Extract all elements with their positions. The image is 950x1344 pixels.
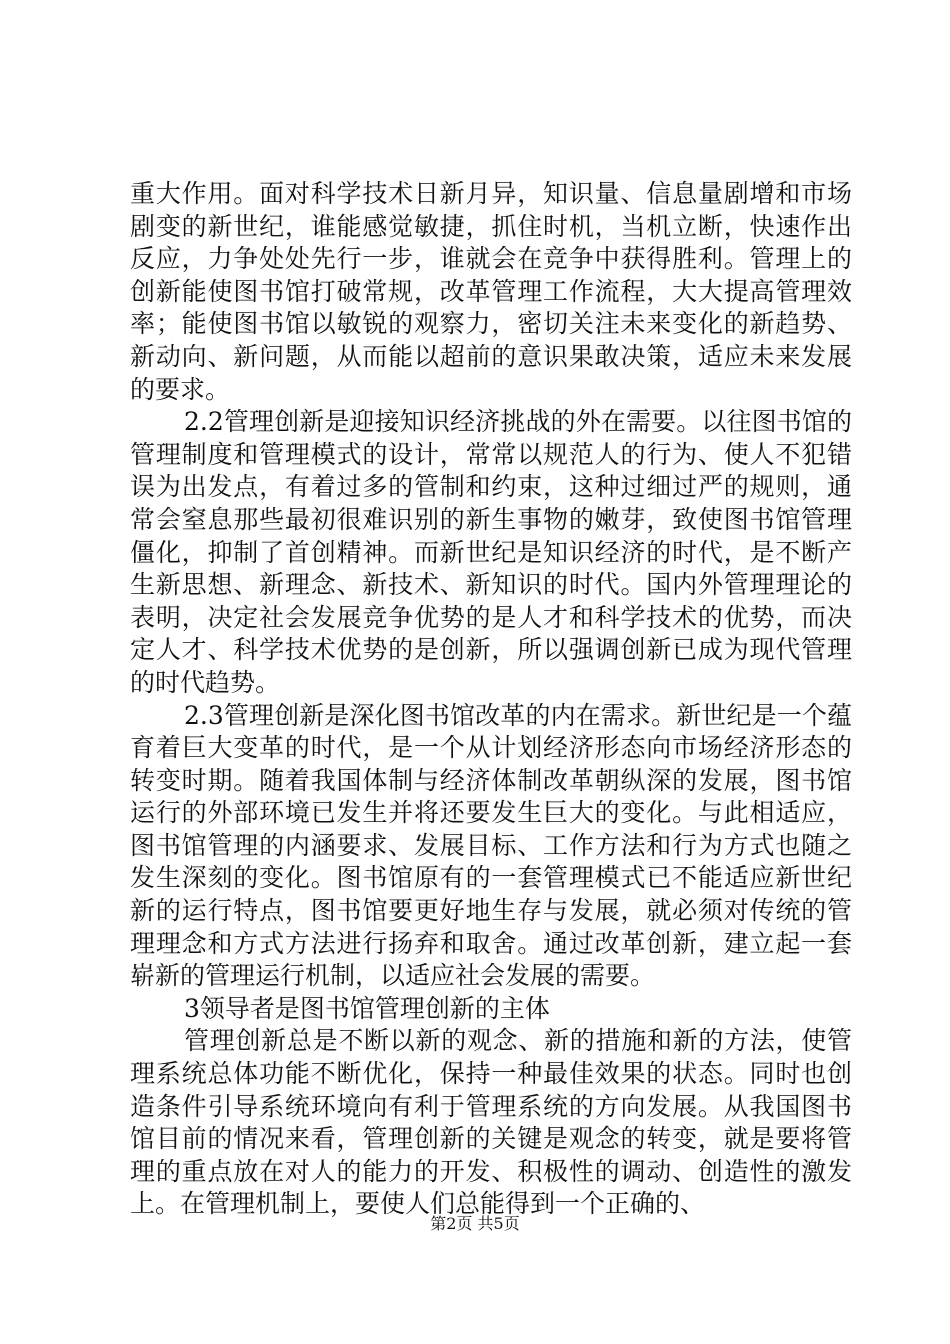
paragraph-section-3: 管理创新总是不断以新的观念、新的措施和新的方法，使管理系统总体功能不断优化，保持一种最佳效果的状态。同时也创造条件引导系统环境向有利于管理系统的方向发展。从我国图书馆目前的情况来看，管理创新的关键是观念的转变，就是要将管理的重点放在对人的能力的开发、积极性的调动、创造性的激发上。在管理机制上，要使人们总能得到一个正确的、	[130, 1026, 852, 1219]
paragraph-2-3: 2.3管理创新是深化图书馆改革的内在需求。新世纪是一个蕴育着巨大变革的时代，是一个从计划经济形态向市场经济形态的转变时期。随着我国体制与经济体制改革朝纵深的发展，图书馆运行的外部环境已发生并将还要发生巨大的变化。与此相适应，图书馆管理的内涵要求、发展目标、工作方法和行为方式也随之发生深刻的变化。图书馆原有的一套管理模式已不能适应新世纪新的运行特点，图书馆要更好地生存与发展，就必须对传统的管理理念和方式方法进行扬弃和取舍。通过改革创新，建立起一套崭新的管理运行机制，以适应社会发展的需要。	[130, 700, 852, 991]
paragraph-2-2: 2.2管理创新是迎接知识经济挑战的外在需要。以往图书馆的管理制度和管理模式的设计，常常以规范人的行为、使人不犯错误为出发点，有着过多的管制和约束，这种过细过严的规则，通常会窒息那些最初很难识别的新生事物的嫩芽，致使图书馆管理僵化，抑制了首创精神。而新世纪是知识经济的时代，是不断产生新思想、新理念、新技术、新知识的时代。国内外管理理论的表明，决定社会发展竞争优势的是人才和科学技术的优势，而决定人才、科学技术优势的是创新，所以强调创新已成为现代管理的时代趋势。	[130, 407, 852, 697]
page-number-footer: 第2页 共5页	[430, 1214, 520, 1233]
document-body	[130, 178, 852, 1221]
section-heading-3: 3领导者是图书馆管理创新的主体	[184, 993, 550, 1023]
paragraph-continuation: 重大作用。面对科学技术日新月异，知识量、信息量剧增和市场剧变的新世纪，谁能感觉敏捷，抓住时机，当机立断，快速作出反应，力争处处先行一步，谁就会在竞争中获得胜利。管理上的创新能使图书馆打破常规，改革管理工作流程，大大提高管理效率；能使图书馆以敏锐的观察力，密切关注未来变化的新趋势、新动向、新问题，从而能以超前的意识果敢决策，适应未来发展的要求。	[130, 179, 852, 404]
